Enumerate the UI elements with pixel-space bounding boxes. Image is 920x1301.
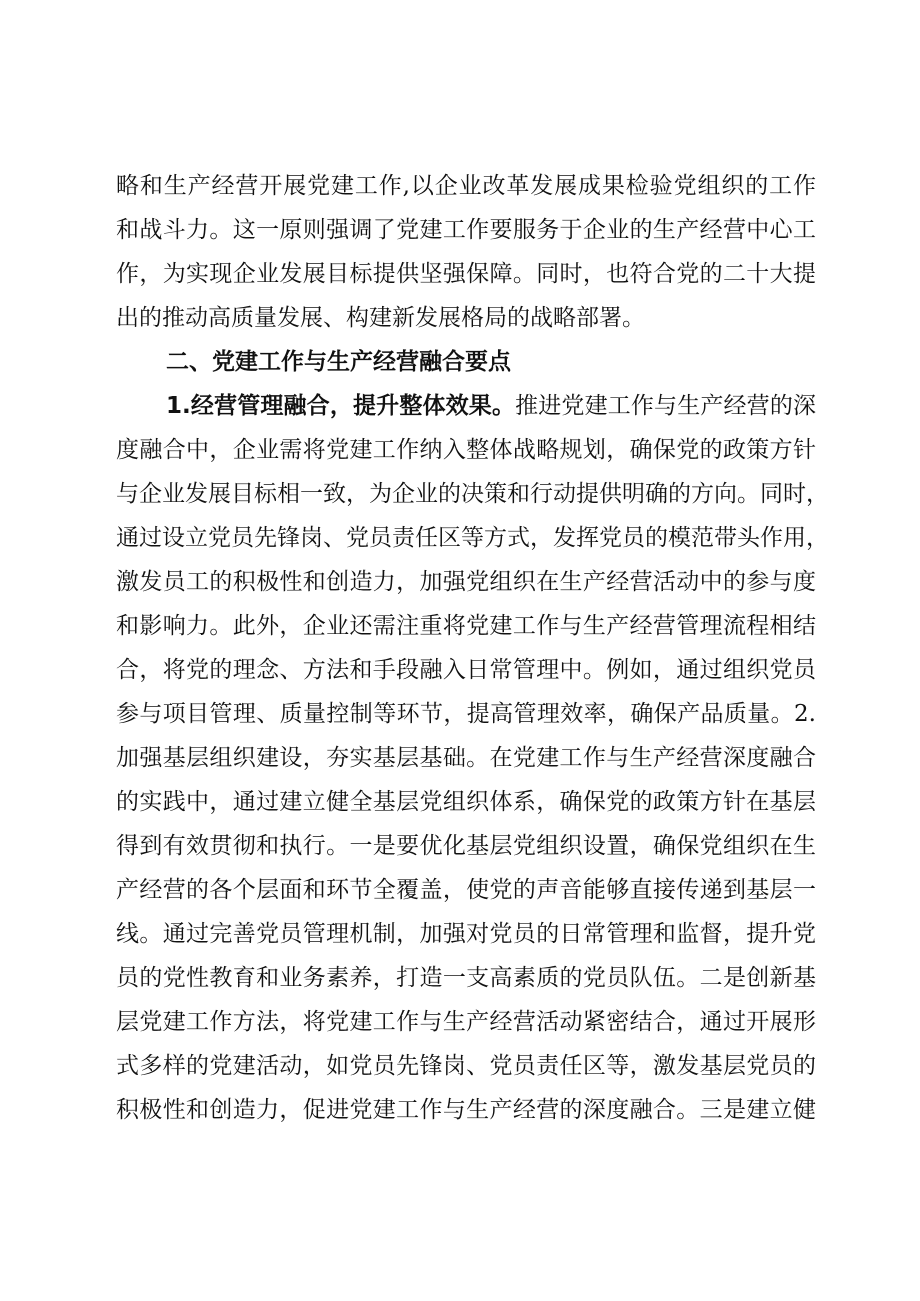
paragraph-line: 和影响力。此外，企业还需注重将党建工作与生产经营管理流程相结 [116, 613, 816, 639]
paragraph-line: 式多样的党建活动，如党员先锋岗、党员责任区等，激发基层党员的 [116, 1053, 816, 1079]
paragraph-line: 员的党性教育和业务素养，打造一支高素质的党员队伍。二是创新基 [116, 965, 816, 991]
paragraph-line: 激发员工的积极性和创造力，加强党组织在生产经营活动中的参与度 [116, 569, 816, 595]
paragraph-line: 度融合中，企业需将党建工作纳入整体战略规划，确保党的政策方针 [116, 437, 816, 463]
paragraph-line: 略和生产经营开展党建工作,以企业改革发展成果检验党组织的工作 [116, 173, 816, 199]
paragraph-line: 层党建工作方法，将党建工作与生产经营活动紧密结合，通过开展形 [116, 1009, 816, 1035]
paragraph-line: 得到有效贯彻和执行。一是要优化基层党组织设置，确保党组织在生 [116, 833, 816, 859]
section-heading: 二、党建工作与生产经营融合要点 [166, 349, 511, 375]
paragraph-lead-line [166, 384, 816, 428]
lead-rest-text: 推进党建工作与生产经营的深 [515, 393, 816, 419]
paragraph-line: 出的推动高质量发展、构建新发展格局的战略部署。 [116, 305, 645, 331]
paragraph-line: 产经营的各个层面和环节全覆盖，使党的声音能够直接传递到基层一 [116, 877, 816, 903]
paragraph-line: 加强基层组织建设，夯实基层基础。在党建工作与生产经营深度融合 [116, 745, 816, 771]
lead-bold-text: 1.经营管理融合，提升整体效果。 [166, 393, 516, 419]
paragraph-line: 线。通过完善党员管理机制，加强对党员的日常管理和监督，提升党 [116, 921, 816, 947]
paragraph-line: 与企业发展目标相一致，为企业的决策和行动提供明确的方向。同时， [116, 481, 829, 507]
paragraph-line: 作，为实现企业发展目标提供坚强保障。同时，也符合党的二十大提 [116, 261, 816, 287]
paragraph-line: 参与项目管理、质量控制等环节，提高管理效率，确保产品质量。2. [116, 701, 816, 727]
paragraph-line: 通过设立党员先锋岗、党员责任区等方式，发挥党员的模范带头作用， [116, 525, 829, 551]
paragraph-line: 合，将党的理念、方法和手段融入日常管理中。例如，通过组织党员 [116, 657, 816, 683]
paragraph-line: 的实践中，通过建立健全基层党组织体系，确保党的政策方针在基层 [116, 789, 816, 815]
paragraph-line: 和战斗力。这一原则强调了党建工作要服务于企业的生产经营中心工 [116, 217, 816, 243]
paragraph-line: 积极性和创造力，促进党建工作与生产经营的深度融合。三是建立健 [116, 1097, 816, 1123]
